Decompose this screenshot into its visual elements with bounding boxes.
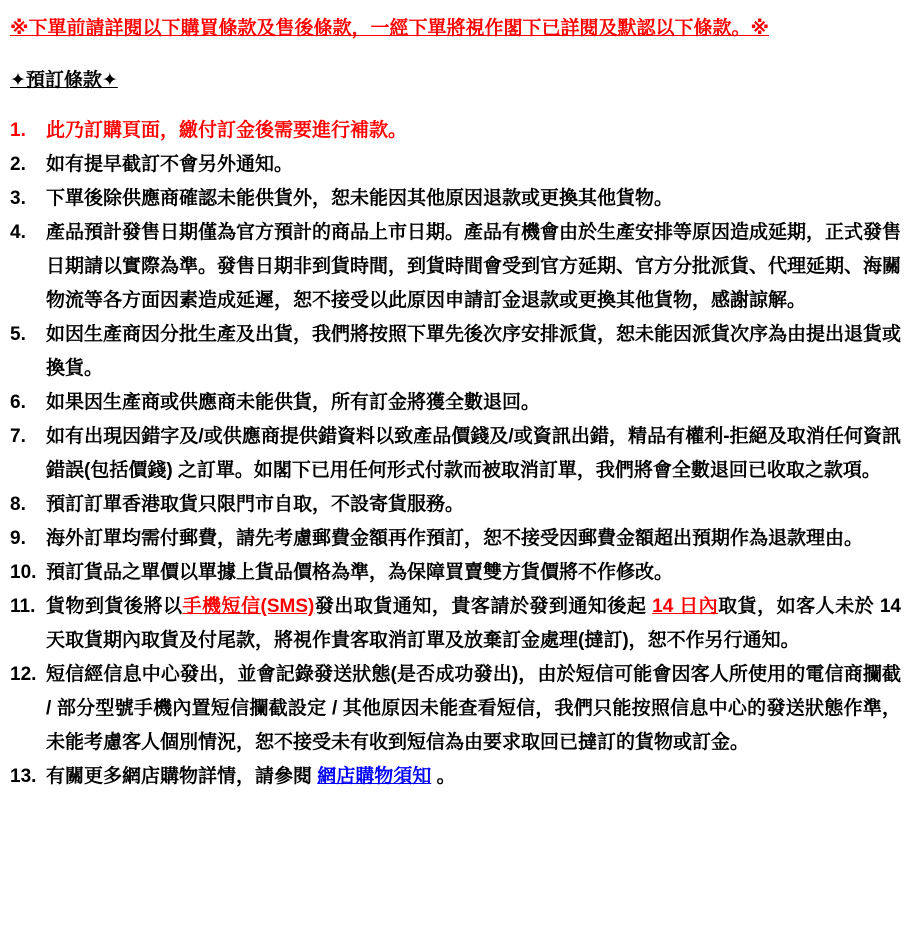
term-item-4 bbox=[10, 216, 901, 318]
term-text-segment: 如有出現因錯字及/或供應商提供錯資料以致產品價錢及/或資訊出錯，精品有權利-拒絕及取消任何資訊錯誤(包括價錢) 之訂單。如閣下已用任何形式付款而被取消訂單，我們將會全數退回已收取之款項。 bbox=[46, 426, 901, 481]
term-number: 10. bbox=[10, 562, 37, 583]
term-text bbox=[46, 658, 901, 760]
term-item-10 bbox=[10, 556, 901, 590]
term-item-13 bbox=[10, 760, 901, 794]
term-item-6 bbox=[10, 386, 901, 420]
shop-guide-link[interactable]: 網店購物須知 bbox=[317, 766, 432, 787]
preorder-terms-title: ✦預訂條款✦ bbox=[10, 70, 118, 91]
term-number: 1. bbox=[10, 120, 26, 141]
term-item-3 bbox=[10, 182, 901, 216]
term-text-segment: 產品預計發售日期僅為官方預計的商品上市日期。產品有機會由於生產安排等原因造成延期，正式發售日期請以實際為準。發售日期非到貨時間，到貨時間會受到官方延期、官方分批派貨、代理延期、海關物流等各方面因素造成延遲，恕不接受以此原因申請訂金退款或更換其他貨物，感謝諒解。 bbox=[46, 222, 902, 311]
term-number: 7. bbox=[10, 426, 26, 447]
term-number: 13. bbox=[10, 766, 37, 787]
term-item-11 bbox=[10, 590, 901, 658]
term-text bbox=[46, 386, 901, 420]
terms-list bbox=[10, 114, 901, 794]
sms-highlight: 手機短信(SMS) bbox=[182, 596, 315, 617]
term-text bbox=[46, 114, 901, 148]
term-text-segment: 貨物到貨後將以 bbox=[46, 596, 183, 617]
term-item-12 bbox=[10, 658, 901, 760]
term-number: 2. bbox=[10, 154, 26, 175]
term-number: 9. bbox=[10, 528, 26, 549]
purchase-notice: ※下單前請詳閱以下購買條款及售後條款，一經下單將視作閣下已詳閱及默認以下條款。※ bbox=[10, 18, 769, 39]
pickup-deadline-highlight: 14 日內 bbox=[652, 596, 719, 617]
term-item-5 bbox=[10, 318, 901, 386]
term-text bbox=[46, 522, 901, 556]
term-number: 12. bbox=[10, 664, 37, 685]
term-number: 5. bbox=[10, 324, 26, 345]
term-text bbox=[46, 216, 901, 318]
term-text-segment: 海外訂單均需付郵費，請先考慮郵費金額再作預訂，恕不接受因郵費金額超出預期作為退款理由。 bbox=[46, 528, 864, 549]
term-text bbox=[46, 590, 901, 658]
term-text bbox=[46, 488, 901, 522]
term-text-segment: 預訂訂單香港取貨只限門市自取，不設寄貨服務。 bbox=[46, 494, 465, 515]
term-text-segment: 如有提早截訂不會另外通知。 bbox=[46, 154, 294, 175]
term-text bbox=[46, 420, 901, 488]
term-text-segment: 短信經信息中心發出，並會記錄發送狀態(是否成功發出)，由於短信可能會因客人所使用的電信商攔截 / 部分型號手機內置短信攔截設定 / 其他原因未能查看短信，我們只能按照信息中心的發送狀態作準，未能考慮客人個別情況，恕不接受未有收到短信為由要求取回已撻訂的貨物或訂金。 bbox=[46, 664, 901, 753]
term-text-segment: 取貨，如客人未於 14 天取貨期內取貨及付尾款，將視作貴客取消訂單及放棄訂金處理(撻訂)，恕不作另行通知。 bbox=[46, 596, 901, 651]
term-number: 11. bbox=[10, 596, 36, 617]
term-item-9 bbox=[10, 522, 901, 556]
term-number: 6. bbox=[10, 392, 26, 413]
term-text bbox=[46, 148, 901, 182]
term-item-7 bbox=[10, 420, 901, 488]
term-text-segment: 如果因生產商或供應商未能供貨，所有訂金將獲全數退回。 bbox=[46, 392, 541, 413]
term-text-segment: 如因生產商因分批生產及出貨，我們將按照下單先後次序安排派貨，恕未能因派貨次序為由提出退貨或換貨。 bbox=[46, 324, 902, 379]
term-number: 8. bbox=[10, 494, 26, 515]
term-text-segment: 預訂貨品之單價以單據上貨品價格為準，為保障買賣雙方貨價將不作修改。 bbox=[46, 562, 674, 583]
term-item-1 bbox=[10, 114, 901, 148]
term-item-2 bbox=[10, 148, 901, 182]
term-number: 4. bbox=[10, 222, 26, 243]
term-text bbox=[46, 182, 901, 216]
term-text bbox=[46, 318, 901, 386]
term-text-segment: 有關更多網店購物詳情，請參閱 bbox=[46, 766, 318, 787]
term-text-segment: 下單後除供應商確認未能供貨外，恕未能因其他原因退款或更換其他貨物。 bbox=[46, 188, 674, 209]
term-text bbox=[46, 556, 901, 590]
term-item-8 bbox=[10, 488, 901, 522]
term-text bbox=[46, 760, 901, 794]
term-text-segment: 此乃訂購頁面，繳付訂金後需要進行補款。 bbox=[46, 120, 408, 141]
term-text-segment: 。 bbox=[431, 766, 456, 787]
term-text-segment: 發出取貨通知，貴客請於發到通知後起 bbox=[314, 596, 653, 617]
term-number: 3. bbox=[10, 188, 26, 209]
